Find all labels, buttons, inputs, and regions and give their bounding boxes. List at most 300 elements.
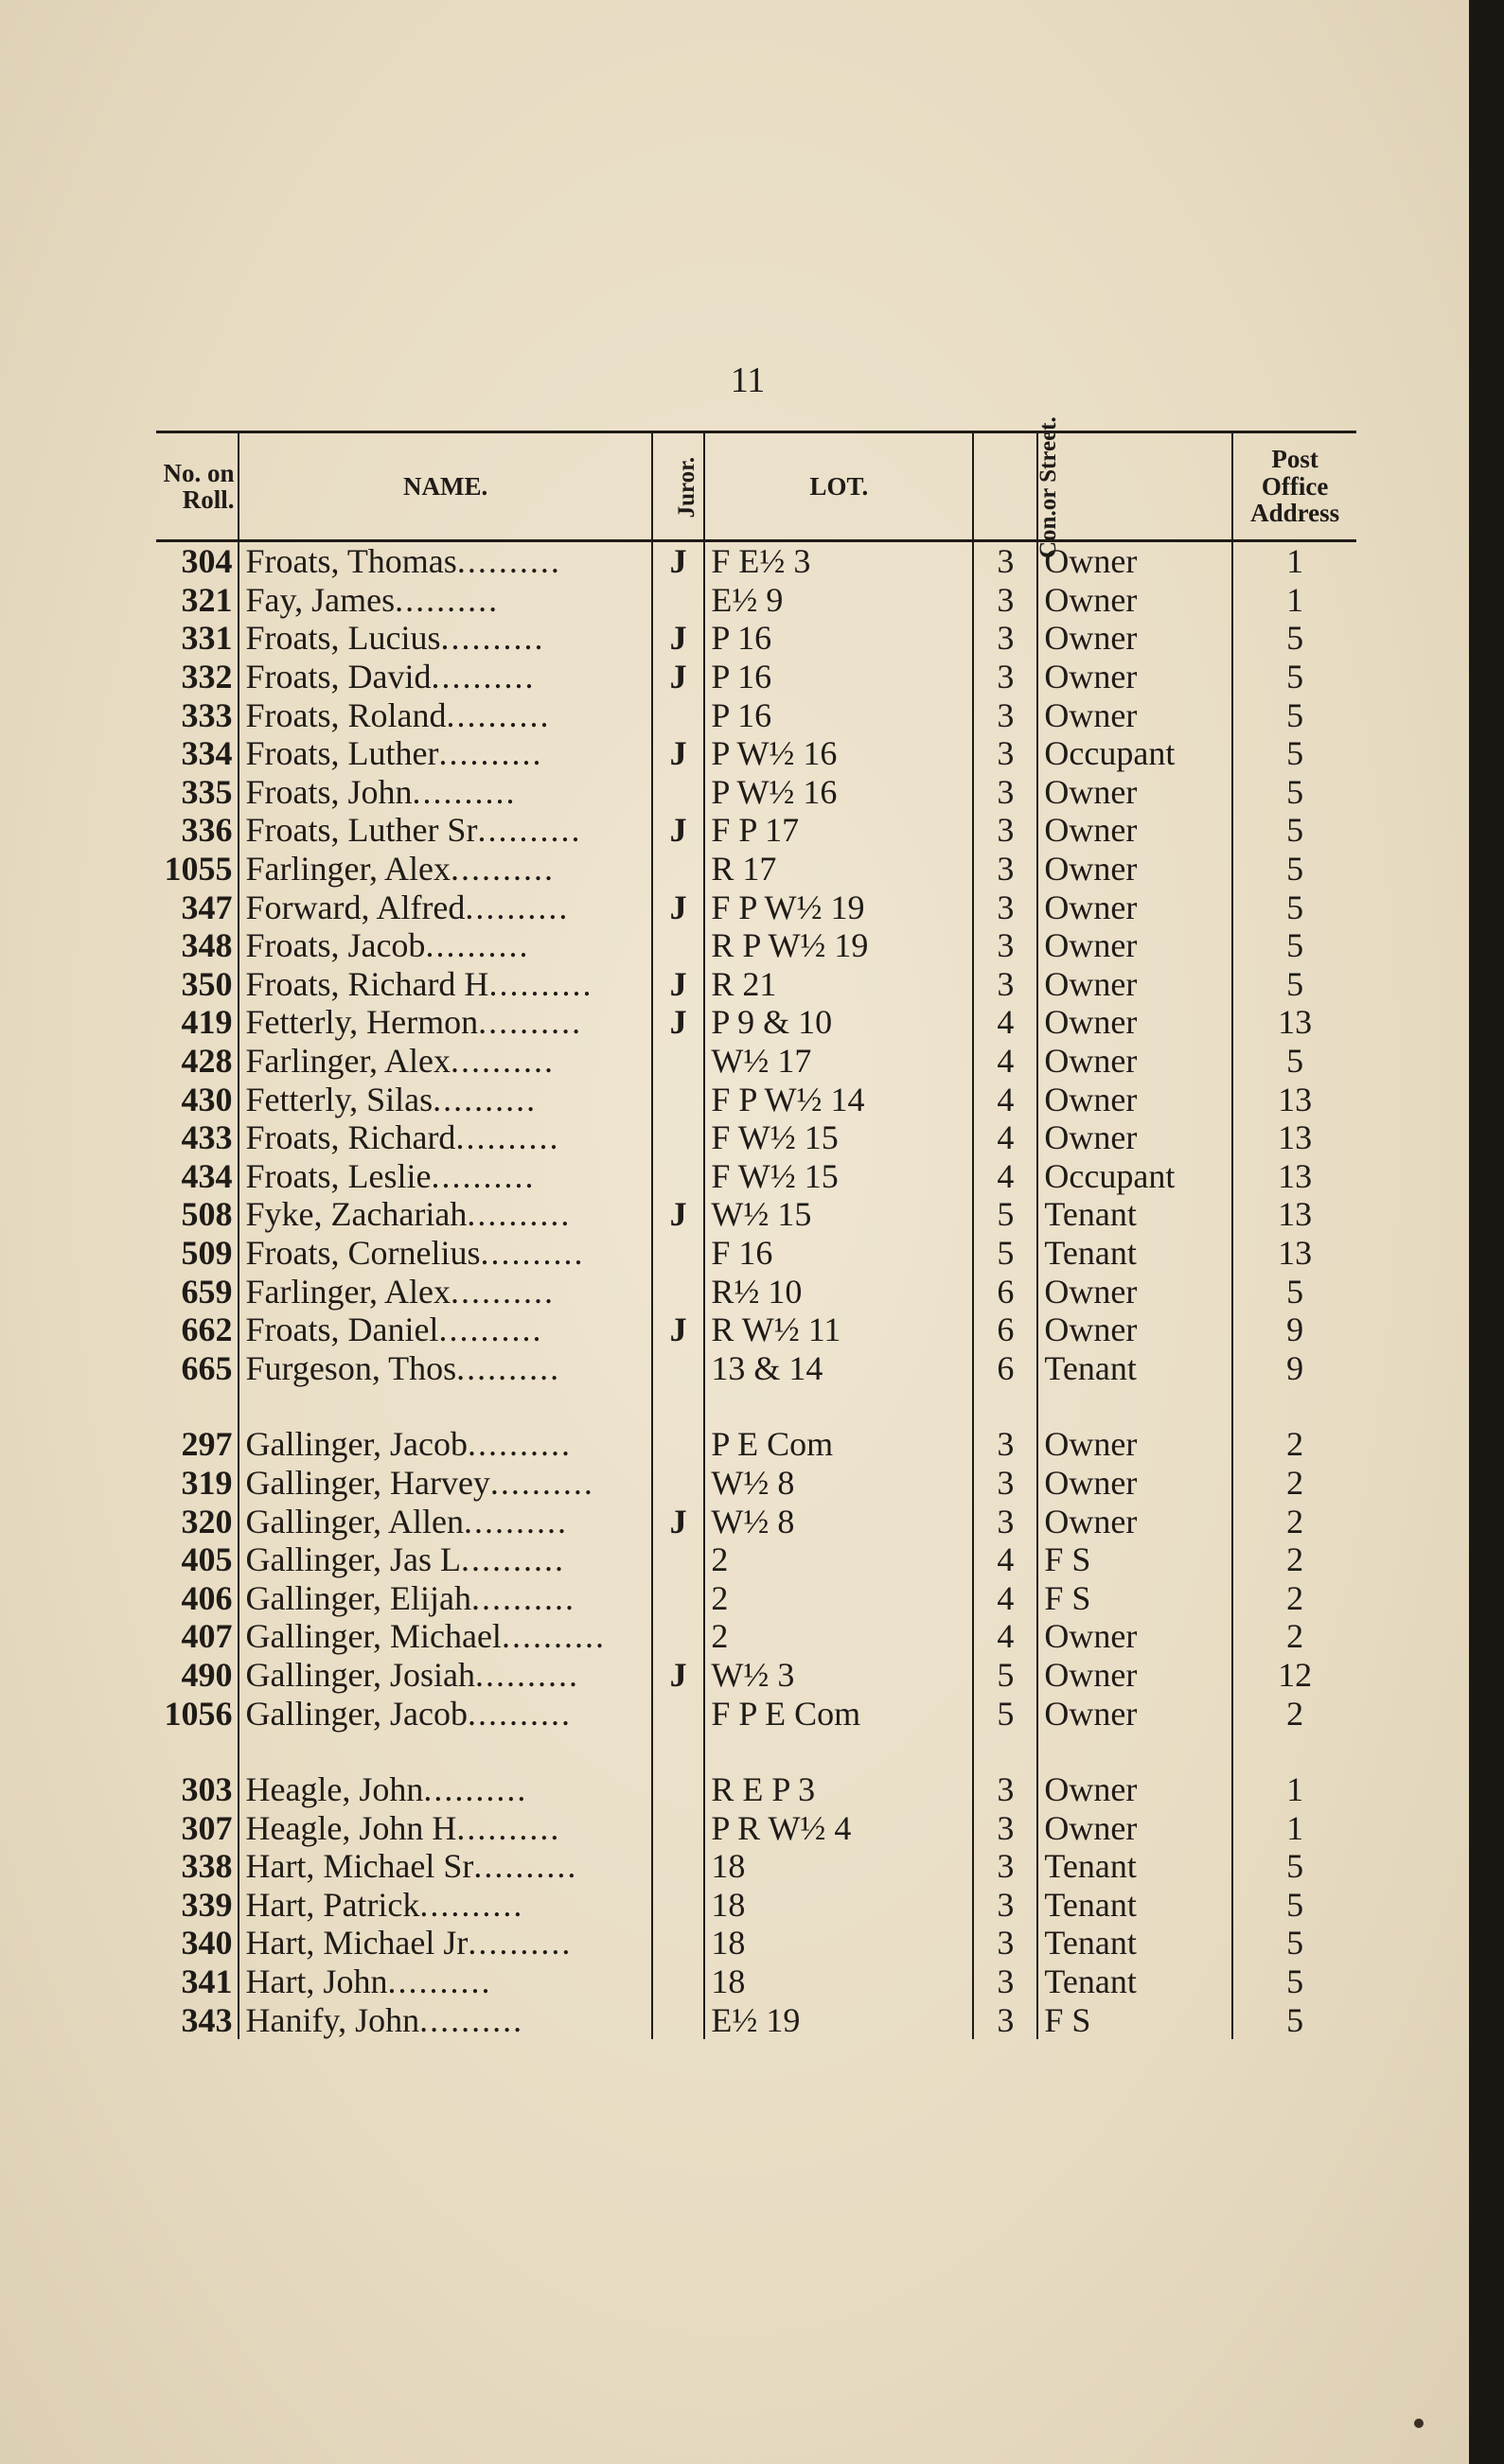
table-row [156,1348,1356,1387]
table-row [156,1118,1356,1157]
leader-dots: .......... [440,619,545,658]
header-post-office: Post Office Address [1232,432,1356,541]
cell-status: F S [1044,1540,1091,1579]
leader-dots: .......... [387,1962,492,2001]
cell-post-office: 2 [1232,1502,1356,1540]
name-text: Gallinger, Jacob [245,1425,468,1464]
name-text: Froats, Richard [245,1118,456,1157]
cell-no-on-roll: 1056 [156,1694,239,1733]
name-text: Froats, Roland [245,695,447,734]
leader-dots: .......... [423,1770,528,1809]
cell-lot: W½ 17 [704,1042,973,1081]
cell-lot: W½ 8 [704,1464,973,1503]
cell-name [239,1157,651,1196]
cell-status: Owner [1044,1311,1138,1349]
cell-lot: R E P 3 [704,1770,973,1809]
leader-dots: .......... [488,964,593,1003]
cell-name [239,658,651,696]
name-text: Froats, John [245,772,413,811]
cell-con: 4 [973,1003,1037,1042]
cell-lot: 2 [704,1617,973,1656]
leader-dots: .......... [456,1808,561,1847]
leader-dots: .......... [501,1617,606,1656]
cell-juror [652,2000,705,2039]
cell-post-office: 1 [1232,581,1356,620]
cell-juror [652,695,705,734]
cell-post-office: 5 [1232,1847,1356,1886]
cell-status: Tenant [1044,1847,1137,1886]
cell-lot: F W½ 15 [704,1118,973,1157]
cell-status: Owner [1044,1272,1138,1311]
cell-lot: P R W½ 4 [704,1808,973,1847]
cell-name [239,1272,651,1311]
leader-dots: .......... [450,850,555,889]
name-text: Gallinger, Harvey [245,1463,490,1502]
cell-no-on-roll: 341 [156,1962,239,2001]
cell-no-on-roll: 321 [156,581,239,620]
cell-juror [652,1808,705,1847]
table-row [156,811,1356,850]
leader-dots: .......... [474,1655,579,1694]
cell-con: 6 [973,1311,1037,1349]
cell-post-office: 13 [1232,1003,1356,1042]
cell-post-office: 5 [1232,734,1356,773]
cell-post-office: 12 [1232,1656,1356,1695]
gap-cell [1037,1387,1232,1425]
cell-post-office: 1 [1232,541,1356,581]
cell-juror: J [669,542,687,581]
cell-juror [652,1540,705,1579]
cell-no-on-roll: 1055 [156,850,239,889]
cell-con: 3 [973,1962,1037,2001]
cell-name [239,1962,651,2001]
gap-cell [239,1733,651,1770]
cell-post-office: 5 [1232,888,1356,926]
cell-lot: 18 [704,1847,973,1886]
cell-status: Owner [1044,1770,1138,1809]
name-text: Farlinger, Alex [245,1272,451,1311]
cell-name [239,1234,651,1273]
cell-juror [652,1578,705,1617]
cell-status: Tenant [1044,1885,1137,1924]
cell-status: Tenant [1044,1924,1137,1962]
cell-status: Owner [1044,658,1138,696]
cell-status: Owner [1044,850,1138,889]
cell-juror [652,1770,705,1809]
cell-post-office: 1 [1232,1770,1356,1809]
cell-no-on-roll: 334 [156,734,239,773]
leader-dots: .......... [431,658,536,696]
name-text: Fay, James [245,580,396,619]
name-text: Froats, Lucius [245,619,441,658]
cell-lot: 18 [704,1924,973,1962]
cell-lot: R½ 10 [704,1272,973,1311]
cell-lot: E½ 9 [704,581,973,620]
cell-name [239,619,651,658]
cell-con: 3 [973,1886,1037,1925]
leader-dots: .......... [433,1080,538,1118]
cell-con: 3 [973,888,1037,926]
cell-status: Owner [1044,772,1138,811]
table-header-row [156,432,1356,541]
section-gap-row [156,1733,1356,1770]
cell-post-office: 5 [1232,1962,1356,2001]
cell-name [239,1348,651,1387]
name-text: Gallinger, Allen [245,1502,464,1540]
cell-lot: F P W½ 19 [704,888,973,926]
cell-no-on-roll: 659 [156,1272,239,1311]
cell-status: Owner [1044,811,1138,850]
cell-status: Owner [1044,619,1138,658]
table-row [156,1042,1356,1081]
header-status [1037,432,1232,541]
cell-status: Owner [1044,1003,1138,1042]
cell-post-office: 5 [1232,658,1356,696]
table-row [156,1502,1356,1540]
leader-dots: .......... [467,1195,572,1234]
cell-con: 3 [973,1847,1037,1886]
cell-juror [652,1425,705,1464]
cell-name [239,1808,651,1847]
cell-status: Owner [1044,1502,1138,1540]
leader-dots: .......... [456,542,561,581]
cell-name [239,1502,651,1540]
cell-con: 6 [973,1348,1037,1387]
leader-dots: .......... [425,926,530,965]
cell-name [239,1578,651,1617]
cell-lot: P 16 [704,658,973,696]
cell-post-office: 5 [1232,773,1356,812]
header-lot: LOT. [704,432,973,541]
section-gap-row [156,1387,1356,1425]
leader-dots: .......... [455,1118,560,1157]
cell-con: 3 [973,619,1037,658]
cell-name [239,850,651,889]
table-row [156,1080,1356,1118]
cell-post-office: 5 [1232,965,1356,1004]
cell-post-office: 5 [1232,850,1356,889]
cell-status: Tenant [1044,1962,1137,2001]
header-juror [652,432,705,541]
table-row [156,850,1356,889]
cell-juror: J [669,1003,687,1042]
table-row [156,1540,1356,1579]
leader-dots: .......... [465,888,570,926]
cell-name [239,773,651,812]
cell-lot: F P 17 [704,811,973,850]
name-text: Fetterly, Silas [245,1080,434,1118]
table-row [156,541,1356,581]
cell-status: Owner [1044,1808,1138,1847]
cell-name [239,1540,651,1579]
cell-name [239,811,651,850]
leader-dots: .......... [470,1578,575,1617]
table-row [156,926,1356,965]
name-text: Forward, Alfred [245,888,466,926]
cell-con: 5 [973,1195,1037,1234]
cell-juror [652,1080,705,1118]
cell-con: 3 [973,2000,1037,2039]
cell-no-on-roll: 405 [156,1540,239,1579]
name-text: Froats, Richard H [245,964,489,1003]
cell-juror [652,1118,705,1157]
cell-name [239,1770,651,1809]
cell-no-on-roll: 336 [156,811,239,850]
cell-status: Owner [1044,1080,1138,1118]
cell-lot: P E Com [704,1425,973,1464]
table-row [156,695,1356,734]
cell-name [239,1003,651,1042]
cell-lot: R 17 [704,850,973,889]
cell-con: 3 [973,734,1037,773]
cell-juror [652,1348,705,1387]
table-row [156,1962,1356,2001]
cell-lot: F P W½ 14 [704,1080,973,1118]
cell-post-office: 5 [1232,1042,1356,1081]
cell-lot: F E½ 3 [704,541,973,581]
cell-juror [652,1886,705,1925]
table-row [156,1157,1356,1196]
table-row [156,1694,1356,1733]
gap-cell [1232,1733,1356,1770]
leader-dots: .......... [438,734,543,773]
cell-no-on-roll: 406 [156,1578,239,1617]
cell-lot: W½ 15 [704,1195,973,1234]
cell-post-office: 13 [1232,1234,1356,1273]
cell-con: 5 [973,1234,1037,1273]
leader-dots: .......... [412,772,517,811]
cell-con: 3 [973,581,1037,620]
cell-name [239,926,651,965]
cell-no-on-roll: 340 [156,1924,239,1962]
name-text: Gallinger, Elijah [245,1578,471,1617]
cell-status: Owner [1044,964,1138,1003]
leader-dots: .......... [468,1924,573,1962]
cell-status: Owner [1044,1694,1138,1733]
cell-no-on-roll: 490 [156,1656,239,1695]
cell-juror: J [669,1195,687,1234]
table-row [156,888,1356,926]
cell-con: 5 [973,1694,1037,1733]
leader-dots: .......... [478,1003,583,1042]
cell-name [239,1464,651,1503]
table-row [156,1195,1356,1234]
name-text: Farlinger, Alex [245,1042,451,1081]
leader-dots: .......... [456,1348,561,1387]
cell-name [239,541,651,581]
cell-no-on-roll: 303 [156,1770,239,1809]
table-row [156,1770,1356,1809]
cell-no-on-roll: 662 [156,1311,239,1349]
cell-post-office: 5 [1232,695,1356,734]
cell-no-on-roll: 331 [156,619,239,658]
cell-status: Owner [1044,1118,1138,1157]
cell-con: 4 [973,1157,1037,1196]
cell-name [239,2000,651,2039]
cell-juror [652,1617,705,1656]
cell-no-on-roll: 350 [156,965,239,1004]
cell-status: Owner [1044,542,1138,581]
leader-dots: .......... [460,1540,565,1579]
cell-lot: 18 [704,1886,973,1925]
cell-con: 3 [973,1924,1037,1962]
leader-dots: .......... [473,1847,578,1886]
cell-con: 3 [973,1425,1037,1464]
cell-no-on-roll: 428 [156,1042,239,1081]
cell-post-office: 5 [1232,1886,1356,1925]
cell-status: F S [1044,1578,1091,1617]
name-text: Froats, David [245,658,432,696]
cell-juror: J [669,1311,687,1349]
cell-status: Owner [1044,695,1138,734]
cell-juror [652,926,705,965]
cell-status: F S [1044,2000,1091,2039]
name-text: Hart, Patrick [245,1885,420,1924]
name-text: Gallinger, Michael [245,1617,502,1656]
cell-juror [652,1847,705,1886]
gap-cell [973,1387,1037,1425]
cell-juror [652,1157,705,1196]
table-row [156,773,1356,812]
cell-lot: 18 [704,1962,973,2001]
cell-name [239,695,651,734]
table-row [156,658,1356,696]
cell-status: Owner [1044,1425,1138,1464]
cell-lot: R W½ 11 [704,1311,973,1349]
name-text: Froats, Luther Sr [245,811,478,850]
cell-con: 3 [973,658,1037,696]
name-text: Fetterly, Hermon [245,1003,479,1042]
cell-lot: F P E Com [704,1694,973,1733]
cell-juror [652,850,705,889]
leader-dots: .......... [489,1463,594,1502]
cell-con: 3 [973,1464,1037,1503]
cell-con: 3 [973,1808,1037,1847]
cell-no-on-roll: 508 [156,1195,239,1234]
leader-dots: .......... [438,1311,543,1349]
cell-post-office: 1 [1232,1808,1356,1847]
cell-no-on-roll: 320 [156,1502,239,1540]
cell-post-office: 2 [1232,1540,1356,1579]
name-text: Farlinger, Alex [245,850,451,889]
cell-name [239,1118,651,1157]
cell-lot: 13 & 14 [704,1348,973,1387]
name-text: Gallinger, Jas L [245,1540,461,1579]
cell-no-on-roll: 333 [156,695,239,734]
cell-con: 3 [973,965,1037,1004]
cell-status: Occupant [1044,734,1176,773]
cell-status: Owner [1044,1655,1138,1694]
cell-status: Tenant [1044,1195,1137,1234]
name-text: Froats, Thomas [245,542,457,581]
cell-status: Owner [1044,1617,1138,1656]
gap-cell [704,1387,973,1425]
cell-post-office: 2 [1232,1464,1356,1503]
gap-cell [239,1387,651,1425]
cell-post-office: 13 [1232,1195,1356,1234]
leader-dots: .......... [467,1694,572,1733]
header-con-label: Con.or Street. [1035,416,1062,559]
gap-cell [652,1733,705,1770]
cell-lot: W½ 3 [704,1656,973,1695]
cell-lot: P 16 [704,619,973,658]
cell-con: 4 [973,1578,1037,1617]
leader-dots: .......... [463,1502,568,1540]
gap-cell [704,1733,973,1770]
cell-status: Tenant [1044,1233,1137,1272]
cell-con: 3 [973,1770,1037,1809]
cell-post-office: 5 [1232,1924,1356,1962]
cell-status: Owner [1044,1042,1138,1081]
table-row [156,1808,1356,1847]
voters-list-table [156,416,1356,2039]
cell-no-on-roll: 433 [156,1118,239,1157]
name-text: Froats, Leslie [245,1156,432,1195]
cell-no-on-roll: 343 [156,2000,239,2039]
cell-juror [652,1924,705,1962]
table-row [156,734,1356,773]
table-row [156,619,1356,658]
cell-status: Tenant [1044,1348,1137,1387]
cell-post-office: 5 [1232,619,1356,658]
cell-con: 4 [973,1617,1037,1656]
cell-lot: 2 [704,1578,973,1617]
cell-juror [652,581,705,620]
table-row [156,1886,1356,1925]
name-text: Heagle, John [245,1770,424,1809]
table-row [156,581,1356,620]
page-number: 11 [730,361,766,400]
leader-dots: .......... [467,1425,572,1464]
cell-no-on-roll: 335 [156,773,239,812]
cell-post-office: 13 [1232,1157,1356,1196]
cell-no-on-roll: 419 [156,1003,239,1042]
cell-no-on-roll: 339 [156,1886,239,1925]
cell-status: Owner [1044,580,1138,619]
cell-name [239,1617,651,1656]
leader-dots: .......... [419,2000,524,2039]
cell-con: 3 [973,1502,1037,1540]
cell-no-on-roll: 338 [156,1847,239,1886]
cell-no-on-roll: 332 [156,658,239,696]
table-row [156,1924,1356,1962]
name-text: Hart, Michael Jr [245,1924,469,1962]
cell-post-office: 5 [1232,811,1356,850]
cell-juror: J [669,619,687,658]
table-row [156,1578,1356,1617]
cell-lot: R P W½ 19 [704,926,973,965]
cell-post-office: 5 [1232,1272,1356,1311]
table-row [156,1272,1356,1311]
cell-name [239,1311,651,1349]
table-row [156,1003,1356,1042]
name-text: Froats, Jacob [245,926,426,965]
cell-juror [652,1962,705,2001]
cell-status: Occupant [1044,1156,1176,1195]
cell-no-on-roll: 407 [156,1617,239,1656]
cell-con: 3 [973,695,1037,734]
gap-cell [1232,1387,1356,1425]
cell-con: 3 [973,773,1037,812]
cell-lot: W½ 8 [704,1502,973,1540]
table-row [156,1617,1356,1656]
leader-dots: .......... [446,695,551,734]
name-text: Hart, John [245,1962,388,2001]
cell-lot: R 21 [704,965,973,1004]
table-row [156,965,1356,1004]
leader-dots: .......... [419,1885,524,1924]
header-no-on-roll: No. on Roll. [156,432,239,541]
